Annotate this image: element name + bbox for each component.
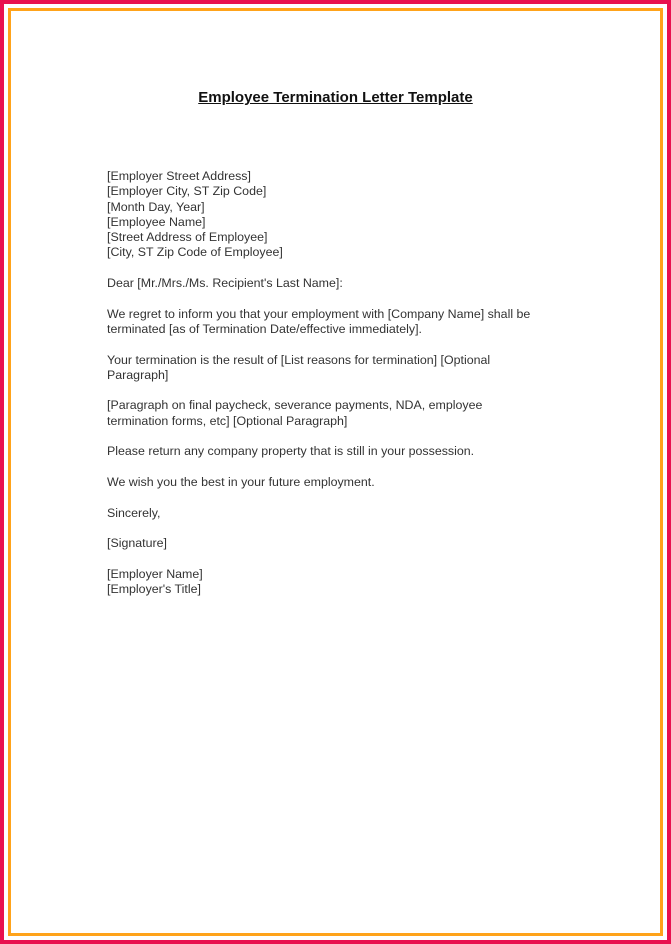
paragraph <box>107 398 577 429</box>
paragraph-line: Your termination is the result of [List reasons for termination] [Optional <box>107 352 491 367</box>
paragraph-line: Please return any company property that is still in your possession. <box>107 444 475 459</box>
address-line: [Street Address of Employee] <box>107 230 268 245</box>
address-line: [Employee Name] <box>107 214 206 229</box>
signer-name: [Employer Name] <box>107 566 203 581</box>
address-line: [Month Day, Year] <box>107 199 205 214</box>
letter-body <box>107 169 577 597</box>
signer-title: [Employer's Title] <box>107 582 201 597</box>
salutation: Dear [Mr./Mrs./Ms. Recipient's Last Name]: <box>107 276 343 291</box>
address-block <box>107 169 577 261</box>
signature: [Signature] <box>107 536 167 551</box>
document-title: Employee Termination Letter Template <box>198 89 473 106</box>
address-line: [Employer Street Address] <box>107 169 251 183</box>
paragraph-line: We wish you the best in your future employment. <box>107 474 375 489</box>
paragraph-line: termination forms, etc] [Optional Paragraph] <box>107 413 348 428</box>
paragraph-line: terminated [as of Termination Date/effective immediately]. <box>107 321 422 336</box>
closing: Sincerely, <box>107 505 161 520</box>
paragraph <box>107 444 577 459</box>
address-line: [City, ST Zip Code of Employee] <box>107 245 283 260</box>
paragraph <box>107 475 577 490</box>
paragraph-line: [Paragraph on final paycheck, severance payments, NDA, employee <box>107 398 483 413</box>
paragraph <box>107 307 577 338</box>
paragraph-line: Paragraph] <box>107 367 169 382</box>
address-line: [Employer City, ST Zip Code] <box>107 184 267 199</box>
paragraph <box>107 353 577 384</box>
paragraph-line: We regret to inform you that your employment with [Company Name] shall be <box>107 306 531 321</box>
